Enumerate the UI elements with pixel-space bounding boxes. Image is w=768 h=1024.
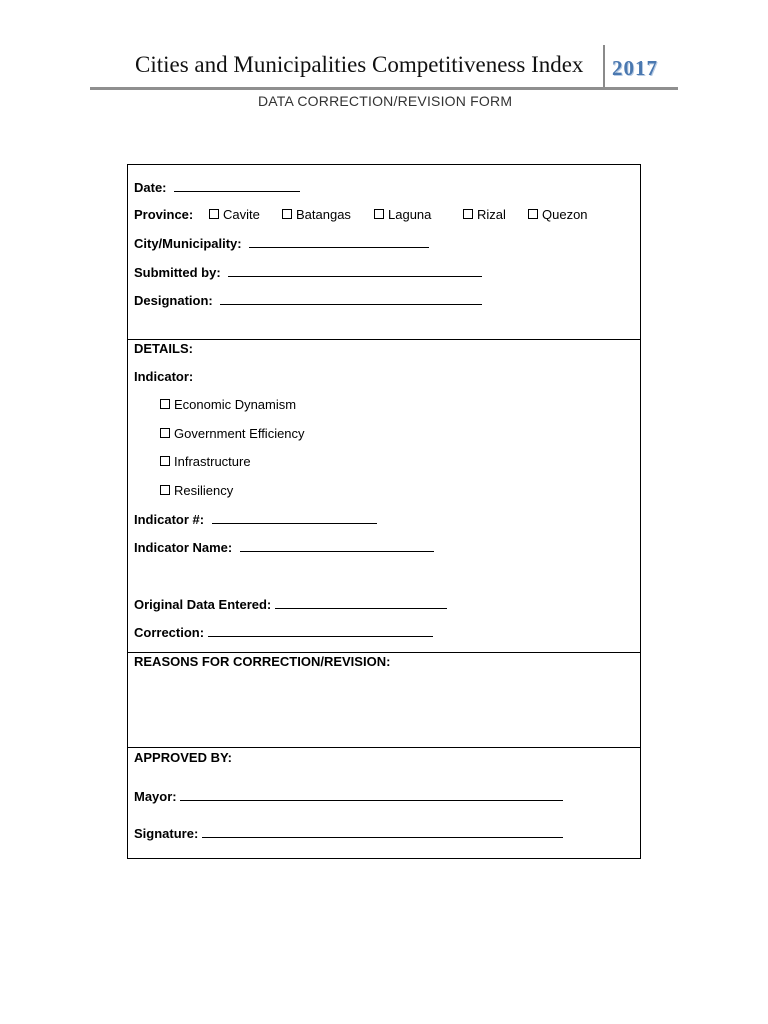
mayor-row [134,788,563,805]
indicator-option-economic-dynamism[interactable]: Economic Dynamism [160,397,296,413]
checkbox-icon[interactable] [209,209,219,219]
province-label: Province: [134,207,194,222]
mayor-label: Mayor: [134,789,177,804]
header-rule [90,87,678,90]
checkbox-icon[interactable] [160,399,170,409]
checkbox-icon[interactable] [160,456,170,466]
province-option-cavite[interactable]: Cavite [209,207,260,223]
indicator-heading: Indicator: [134,369,194,384]
province-option-batangas[interactable]: Batangas [282,207,351,223]
form-title: DATA CORRECTION/REVISION FORM [258,93,513,109]
indicator-number-row [134,511,377,528]
city-row [134,235,429,252]
submitted-row [134,264,482,281]
original-data-row [134,596,447,613]
indicator-number-field[interactable] [212,511,377,524]
header-divider [603,45,605,89]
correction-row [134,624,433,641]
section-divider [128,339,640,340]
checkbox-icon[interactable] [374,209,384,219]
submitted-field[interactable] [228,264,482,277]
original-data-field[interactable] [275,596,447,609]
indicator-name-row [134,539,434,556]
mayor-field[interactable] [180,788,563,801]
document-title: Cities and Municipalities Competitiveness Index [135,52,584,77]
checkbox-icon[interactable] [160,428,170,438]
indicator-option-government-efficiency[interactable]: Government Efficiency [160,426,305,442]
reasons-heading: REASONS FOR CORRECTION/REVISION: [134,654,391,669]
section-divider [128,747,640,748]
date-label: Date: [134,180,167,195]
signature-field[interactable] [202,825,563,838]
province-option-rizal[interactable]: Rizal [463,207,506,223]
province-option-quezon[interactable]: Quezon [528,207,588,223]
checkbox-icon[interactable] [282,209,292,219]
checkbox-icon[interactable] [528,209,538,219]
correction-form [127,164,641,859]
signature-label: Signature: [134,826,199,841]
document-year: 2017 [612,56,658,80]
reasons-field[interactable] [134,675,634,745]
correction-label: Correction: [134,625,205,640]
correction-field[interactable] [208,624,433,637]
city-label: City/Municipality: [134,236,242,251]
date-row [134,179,300,196]
approved-heading: APPROVED BY: [134,750,232,765]
details-heading: DETAILS: [134,341,193,356]
designation-label: Designation: [134,293,213,308]
checkbox-icon[interactable] [160,485,170,495]
submitted-label: Submitted by: [134,265,221,280]
checkbox-icon[interactable] [463,209,473,219]
original-data-label: Original Data Entered: [134,597,272,612]
signature-row [134,825,563,842]
province-row [134,207,193,223]
section-divider [128,652,640,653]
indicator-name-label: Indicator Name: [134,540,233,555]
province-option-laguna[interactable]: Laguna [374,207,431,223]
designation-field[interactable] [220,292,482,305]
date-field[interactable] [174,179,300,192]
indicator-number-label: Indicator #: [134,512,205,527]
indicator-option-resiliency[interactable]: Resiliency [160,483,233,499]
indicator-option-infrastructure[interactable]: Infrastructure [160,454,251,470]
indicator-name-field[interactable] [240,539,434,552]
city-field[interactable] [249,235,429,248]
designation-row [134,292,482,309]
